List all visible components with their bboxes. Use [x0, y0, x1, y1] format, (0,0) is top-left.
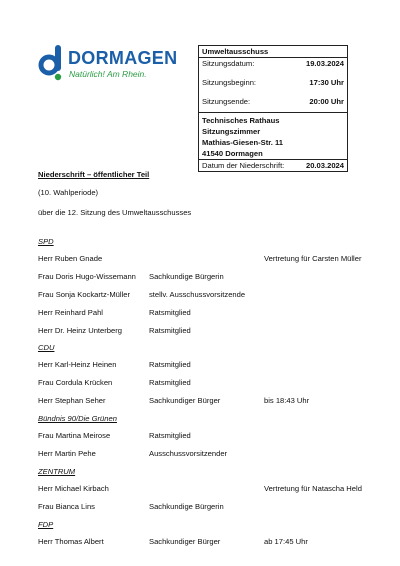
logo-tagline: Natürlich! Am Rhein.	[69, 69, 147, 79]
member-role: Ratsmitglied	[149, 431, 191, 440]
election-period: (10. Wahlperiode)	[38, 188, 99, 197]
member-role: Sachkundige Bürgerin	[149, 272, 224, 281]
location-line-3: Mathias-Giesen-Str. 11	[202, 138, 284, 147]
member-role: Sachkundiger Bürger	[149, 537, 221, 546]
member-name: Herr Ruben Gnade	[38, 254, 103, 263]
member-name: Herr Reinhard Pahl	[38, 308, 103, 317]
party-heading: ZENTRUM	[38, 467, 76, 476]
member-role: Ratsmitglied	[149, 360, 191, 369]
member-note: Vertretung für Carsten Müller	[264, 254, 362, 263]
member-note: bis 18:43 Uhr	[264, 396, 310, 405]
member-note: Vertretung für Natascha Held	[264, 484, 362, 493]
meeting-end-row: Sitzungsende: 20:00 Uhr	[202, 97, 344, 106]
member-name: Frau Sonja Kockartz-Müller	[38, 290, 131, 299]
location-line-2: Sitzungszimmer	[202, 127, 261, 136]
member-name: Frau Martina Meirose	[38, 431, 111, 440]
member-role: stellv. Ausschussvorsitzende	[149, 290, 246, 299]
member-role: Sachkundige Bürgerin	[149, 502, 224, 511]
location-line-4: 41540 Dormagen	[202, 149, 263, 158]
member-role: Ratsmitglied	[149, 308, 191, 317]
document-subtitle: über die 12. Sitzung des Umweltausschusses	[38, 208, 192, 217]
committee-title: Umweltausschuss	[202, 47, 269, 56]
member-name: Herr Karl-Heinz Heinen	[38, 360, 117, 369]
party-heading: FDP	[38, 520, 54, 529]
location-line-1: Technisches Rathaus	[202, 116, 280, 125]
member-role: Sachkundiger Bürger	[149, 396, 221, 405]
party-heading: CDU	[38, 343, 55, 352]
member-name: Herr Stephan Seher	[38, 396, 106, 405]
member-name: Frau Cordula Krücken	[38, 378, 113, 387]
member-name: Herr Thomas Albert	[38, 537, 104, 546]
logo-name: DORMAGEN	[68, 48, 178, 68]
member-name: Herr Dr. Heinz Unterberg	[38, 326, 122, 335]
member-note: ab 17:45 Uhr	[264, 537, 308, 546]
document-heading: Niederschrift – öffentlicher Teil	[38, 170, 150, 179]
member-role: Ausschussvorsitzender	[149, 449, 228, 458]
member-name: Herr Michael Kirbach	[38, 484, 109, 493]
party-heading: SPD	[38, 237, 54, 246]
meeting-info-box	[198, 45, 348, 172]
member-name: Frau Bianca Lins	[38, 502, 95, 511]
meeting-start-row: Sitzungsbeginn: 17:30 Uhr	[202, 78, 344, 87]
record-date-row: Datum der Niederschrift: 20.03.2024	[199, 159, 347, 171]
party-heading: Bündnis 90/Die Grünen	[38, 414, 117, 423]
member-role: Ratsmitglied	[149, 326, 191, 335]
dormagen-logo	[38, 45, 178, 85]
member-name: Frau Doris Hugo-Wissemann	[38, 272, 136, 281]
member-name: Herr Martin Pehe	[38, 449, 96, 458]
meeting-date-row: Sitzungsdatum: 19.03.2024	[199, 57, 347, 69]
member-role: Ratsmitglied	[149, 378, 191, 387]
dormagen-logo-icon	[38, 45, 64, 81]
